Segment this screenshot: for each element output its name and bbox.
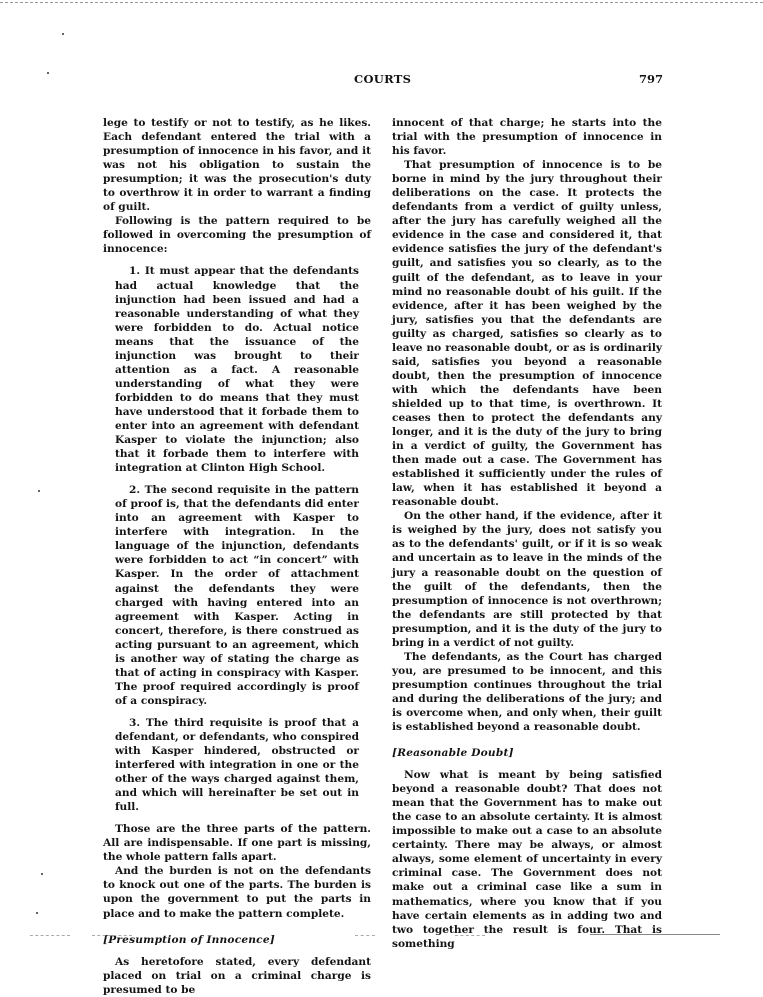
- paragraph: That presumption of innocence is to be borne in mind by the jury throughout their deliberations on the case. It protects the defendants from a verdict of guilty unless, after the jury has carefully weighed all the evidence in the case and considered it, that evidence satisfies the jury of the defendant's guilt, and satisfies you so clearly, as to the guilt of the defendant, as to leave in your mind no reasonable doubt of his guilt. If the evidence, after it has been weighed by the jury, satisfies you that the defendants are guilty as charged, satisfies so clearly as to leave no reasonable doubt, or as is ordinarily said, satisfies you beyond a reasonable doubt, then the presumption of innocence with which the defendants have been shielded up to that time, is overthrown. It ceases then to protect the defendants any longer, and it is the duty of the jury to bring in a verdict of guilty, the Government has then made out a case. The Government has established it sufficiently under the rules of law, when it has established it beyond a reasonable doubt.: [392, 159, 662, 509]
- paragraph: Following is the pattern required to be followed in overcoming the presumption of innocence:: [103, 215, 371, 256]
- bottom-scan-edge: [355, 935, 375, 936]
- scan-speck: [38, 490, 40, 492]
- paragraph: The defendants, as the Court has charged you, are presumed to be innocent, and this presumption continues throughout the trial and during the deliberations of the jury; and is overcome when, and only when, their guilt is established beyond a reasonable doubt.: [392, 650, 662, 734]
- running-header: COURTS: [354, 72, 412, 86]
- paragraph: On the other hand, if the evidence, after it is weighed by the jury, does not satisfy you as to the defendants' guilt, or if it is so weak and uncertain as to leave in the minds of the jury a reasonable doubt on the question of the guilt of the defendants, then the presumption of innocence is not overthrown; the defendants are still protected by that presumption, and it is the duty of the jury to bring in a verdict of not guilty.: [392, 510, 662, 649]
- section-heading: [Reasonable Doubt]: [392, 747, 514, 760]
- right-column: [392, 116, 662, 951]
- paragraph: Those are the three parts of the pattern. All are indispensable. If one part is missing, the whole pattern falls apart.: [103, 823, 371, 864]
- paragraph: And the burden is not on the defendants to knock out one of the parts. The burden is upon the government to put the parts in place and to make the pattern complete.: [103, 865, 371, 920]
- bottom-scan-edge: [455, 935, 485, 936]
- paragraph: innocent of that charge; he starts into the trial with the presumption of innocence in his favor.: [392, 117, 662, 158]
- bottom-scan-edge: [92, 935, 132, 936]
- requisite-item: 2. The second requisite in the pattern of proof is, that the defendants did enter into an agreement with Kasper to interfere with integration. In the language of the injunction, defendants were forbidden to act “in concert” with Kasper. In the order of attachment against the defendants they were charged with having entered into an agreement with Kasper. Acting in concert, therefore, is there construed as acting pursuant to an agreement, which is another way of stating the charge as that of acting in conspiracy with Kasper. The proof required accordingly is proof of a conspiracy.: [115, 484, 359, 707]
- scan-speck: [62, 33, 64, 35]
- requisite-item: 1. It must appear that the defendants had actual knowledge that the injunction had been issued and had a reasonable understanding of what they were forbidden to do. Actual notice means that the issuance of the injunction was brought to their attention as a fact. A reasonable understanding of what they were forbidden to do means that they must have understood that it forbade them to enter into an agreement with defendant Kasper to violate the injunction; also that it forbade them to interfere with integration at Clinton High School.: [115, 265, 359, 475]
- left-column: [103, 116, 371, 997]
- bottom-scan-edge: [590, 934, 720, 935]
- paragraph: Now what is meant by being satisfied beyond a reasonable doubt? That does not mean that the Government has to make out the case to an absolute certainty. It is almost impossible to make out a case to an absolute certainty. There may be always, or almost always, some element of uncertainty in every criminal case. The Government does not make out a criminal case like a sum in mathematics, where you know that if you have certain elements as in adding two and two together the result is four. That is something: [392, 769, 662, 950]
- top-scan-edge: [0, 2, 763, 3]
- paragraph: As heretofore stated, every defendant placed on trial on a criminal charge is presumed to be: [103, 955, 371, 996]
- scan-speck: [47, 72, 49, 74]
- section-heading: [Presumption of Innocence]: [103, 933, 275, 946]
- bottom-scan-edge: [30, 935, 70, 936]
- requisite-item: 3. The third requisite is proof that a defendant, or defendants, who conspired with Kasper hindered, obstructed or interfered with integration in one or the other of the ways charged against them, and which will hereinafter be set out in full.: [115, 716, 359, 814]
- paragraph: lege to testify or not to testify, as he likes. Each defendant entered the trial with a presumption of innocence in his favor, and it was not his obligation to sustain the presumption; it was the prosecution's duty to overthrow it in order to warrant a finding of guilt.: [103, 117, 371, 214]
- page-number: 797: [639, 72, 664, 86]
- scan-speck: [41, 873, 43, 875]
- scan-speck: [36, 912, 38, 914]
